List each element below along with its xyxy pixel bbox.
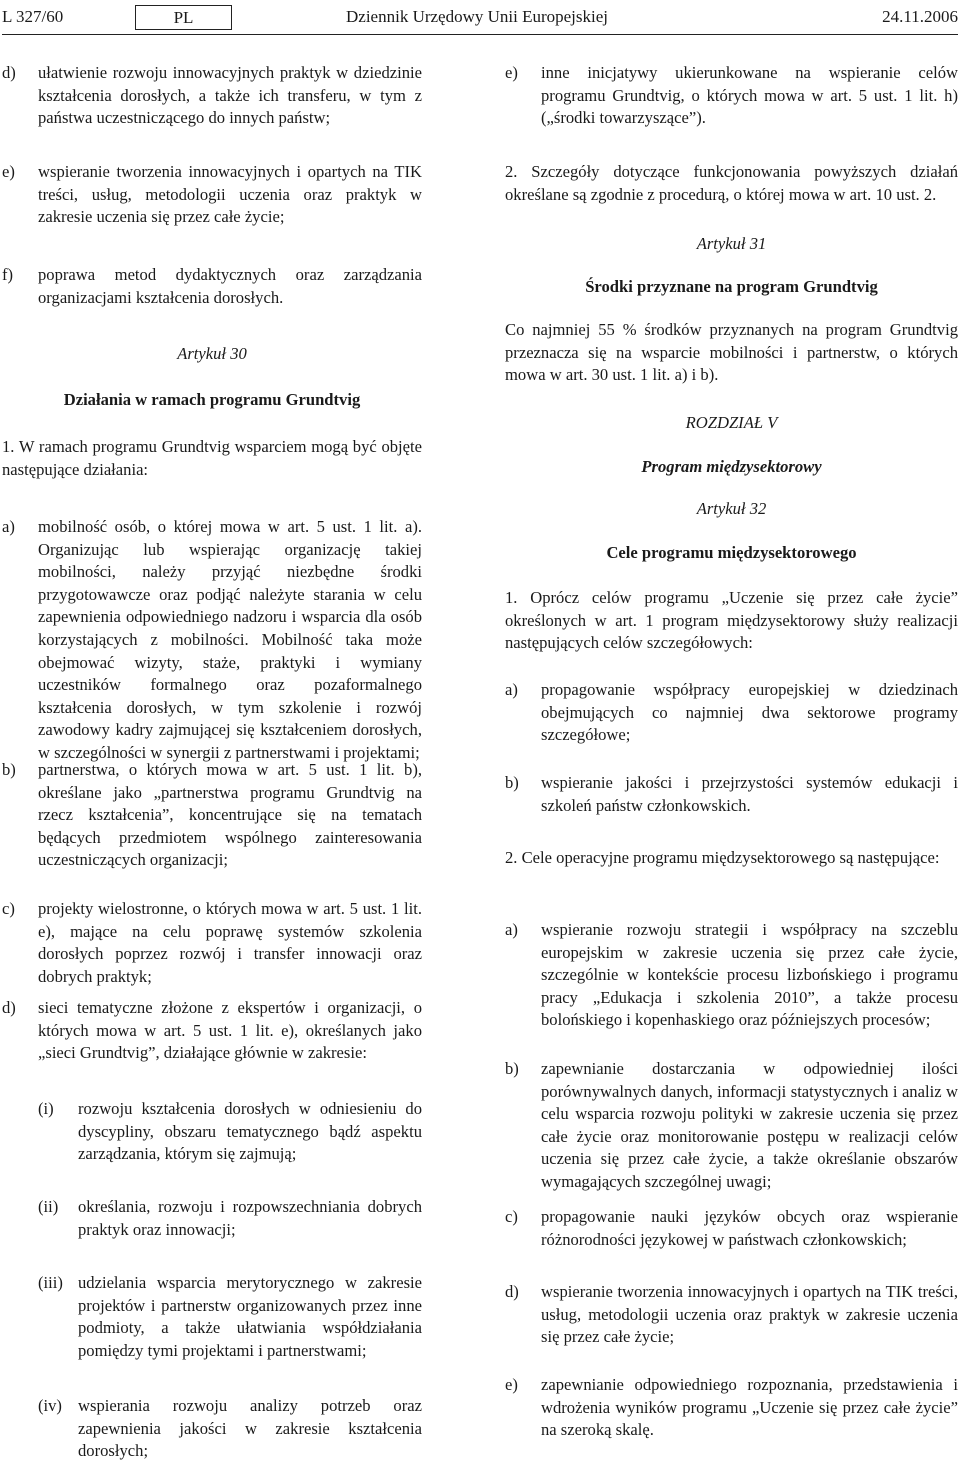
article-number: Artykuł 31: [696, 234, 767, 253]
item-label: e): [505, 1375, 518, 1394]
list-item: [2, 264, 422, 309]
sub-item-label: (iv): [38, 1396, 62, 1415]
list-item: [505, 62, 958, 130]
item-text: sieci tematyczne złożone z ekspertów i organizacji, o których mowa w art. 5 ust. 1 lit. e), określanych jako „sieci Grundtvig”, działające głównie w zakresie:: [38, 998, 422, 1063]
sub-item-text: rozwoju kształcenia dorosłych w odniesieniu do dyscypliny, obszaru tematycznego bądź aspektu zarządzania, którym się zajmują;: [78, 1099, 422, 1164]
item-label: d): [2, 998, 16, 1017]
item-text: poprawa metod dydaktycznych oraz zarządzania organizacjami kształcenia dorosłych.: [38, 265, 422, 307]
language-box: PL: [135, 5, 232, 30]
sub-item: [2, 1395, 422, 1463]
item-label: f): [2, 265, 14, 284]
paragraph: 2. Szczegóły dotyczące funkcjonowania powyższych działań określane są zgodnie z procedurą, o której mowa w art. 10 ust. 2.: [505, 162, 958, 204]
list-item: [2, 898, 422, 988]
paragraph: Co najmniej 55 % środków przyznanych na program Grundtvig przeznacza się na wsparcie mobilności i partnerstw, o których mowa w art. 30 ust. 1 lit. a) i b).: [505, 320, 958, 385]
sub-item: [2, 1272, 422, 1362]
item-text: wspieranie jakości i przejrzystości systemów edukacji i szkoleń państw członkowskich.: [541, 773, 958, 815]
list-item: [2, 759, 422, 872]
publication-date: 24.11.2006: [882, 7, 958, 26]
list-item: [2, 62, 422, 130]
sub-item-label: (i): [38, 1099, 54, 1118]
sub-item-text: wspierania rozwoju analizy potrzeb oraz zapewnienia jakości w zakresie kształcenia dorosłych;: [78, 1396, 422, 1461]
item-text: zapewnianie odpowiedniego rozpoznania, przedstawienia i wdrożenia wyników programu „Uczenie się przez całe życie” na szeroką skalę.: [541, 1375, 958, 1440]
item-label: e): [2, 162, 15, 181]
item-label: e): [505, 63, 518, 82]
item-text: mobilność osób, o której mowa w art. 5 ust. 1 lit. a). Organizując lub wspierając organizację takiej mobilności, należy przyjąć niezbędne środki przygotowawcze oraz podjąć należyte starania w celu zapewnienia odpowiedniego nadzoru i wsparcia dla osób korzystających z mobilności. Mobilność taka może obejmować wizyty, staże, praktyki i wymiany uczestników formalnego oraz pozaformalnego kształcenia dorosłych, w tym szkolenie i rozwój zawodowy kadry zajmującej się kształceniem dorosłych, w szczególności w synergii z partnerstwami i projektami;: [38, 517, 422, 762]
item-text: partnerstwa, o których mowa w art. 5 ust. 1 lit. b), określane jako „partnerstwa programu Grundtvig na rzecz kształcenia”, koncentrujące się na tematach będących przedmiotem wspólnego zainteresowania uczestniczących organizacji;: [38, 760, 422, 870]
item-text: propagowanie nauki języków obcych oraz wspieranie różnorodności językowej w państwach członkowskich;: [541, 1207, 958, 1249]
item-text: wspieranie tworzenia innowacyjnych i opartych na TIK treści, usług, metodologii uczenia oraz praktyk w zakresie uczenia się przez całe życie;: [38, 162, 422, 227]
list-item: [505, 1374, 958, 1442]
header-rule: [2, 34, 958, 35]
sub-item-label: (iii): [38, 1273, 63, 1292]
article-number: Artykuł 30: [177, 344, 247, 363]
article-number: Artykuł 32: [696, 499, 767, 518]
list-item: [505, 919, 958, 1032]
page-header: [0, 5, 960, 29]
item-label: a): [505, 920, 518, 939]
item-label: c): [505, 1207, 518, 1226]
chapter-number: ROZDZIAŁ V: [685, 413, 778, 432]
page-reference: L 327/60: [2, 7, 64, 26]
list-item: [2, 516, 422, 765]
item-text: propagowanie współpracy europejskiej w dziedzinach obejmujących co najmniej dwa sektorowe programy szczegółowe;: [541, 680, 958, 745]
paragraph: 1. W ramach programu Grundtvig wsparciem mogą być objęte następujące działania:: [2, 437, 422, 479]
item-label: d): [505, 1282, 519, 1301]
item-label: d): [2, 63, 16, 82]
item-text: ułatwienie rozwoju innowacyjnych praktyk w dziedzinie kształcenia dorosłych, a także ich transferu, w tym z państwa uczestniczącego do innych państw;: [38, 63, 422, 128]
item-label: a): [505, 680, 518, 699]
list-item: [505, 1058, 958, 1194]
article-title: Środki przyznane na program Grundtvig: [585, 277, 878, 296]
article-title: Cele programu międzysektorowego: [606, 543, 857, 562]
item-label: a): [2, 517, 15, 536]
list-item: [2, 997, 422, 1065]
sub-item: [2, 1098, 422, 1166]
item-label: b): [2, 760, 16, 779]
item-text: wspieranie tworzenia innowacyjnych i opartych na TIK treści, usług, metodologii uczenia oraz praktyk w zakresie uczenia się przez całe życie;: [541, 1282, 958, 1347]
list-item: [505, 679, 958, 747]
sub-item-text: określania, rozwoju i rozpowszechniania dobrych praktyk oraz innowacji;: [78, 1197, 422, 1239]
sub-item-label: (ii): [38, 1197, 59, 1216]
article-title: Działania w ramach programu Grundtvig: [63, 390, 361, 409]
journal-title: Dziennik Urzędowy Unii Europejskiej: [346, 7, 609, 26]
sub-item-text: udzielania wsparcia merytorycznego w zakresie projektów i partnerstw organizowanych przez inne podmioty, a także ułatwiania współdziałania pomiędzy tymi projektami i partnerstwami;: [78, 1273, 422, 1360]
paragraph: 1. Oprócz celów programu „Uczenie się przez całe życie” określonych w art. 1 program międzysektorowy służy realizacji następujących celów szczegółowych:: [505, 588, 958, 653]
item-text: zapewnianie dostarczania w odpowiedniej ilości porównywalnych danych, informacji statystycznych i analiz w celu wsparcia rozwoju polityki w zakresie uczenia się przez całe życie oraz monitorowanie postępu w realizacji celów uczenia się przez całe życie, a także określanie obszarów wymagających szczególnej uwagi;: [541, 1059, 958, 1191]
list-item: [505, 772, 958, 817]
item-text: wspieranie rozwoju strategii i współpracy na szczeblu europejskim w zakresie uczenia się przez całe życie, szczególnie w kontekście procesu lizbońskiego i programu pracy „Edukacja i szkolenia 2010”, a także procesu bolońskiego i kopenhaskiego oraz późniejszych procesów;: [541, 920, 958, 1030]
list-item: [505, 1281, 958, 1349]
chapter-title: Program międzysektorowy: [641, 457, 822, 476]
item-label: c): [2, 899, 15, 918]
item-label: b): [505, 773, 519, 792]
item-text: inne inicjatywy ukierunkowane na wspieranie celów programu Grundtvig, o których mowa w art. 5 ust. 1 lit. h) („środki towarzyszące”).: [541, 63, 958, 128]
list-item: [505, 1206, 958, 1251]
item-label: b): [505, 1059, 519, 1078]
sub-item: [2, 1196, 422, 1241]
list-item: [2, 161, 422, 229]
item-text: projekty wielostronne, o których mowa w art. 5 ust. 1 lit. e), mające na celu poprawę systemów szkolenia dorosłych poprzez rozwój i transfer innowacji oraz dobrych praktyk;: [38, 899, 422, 986]
paragraph: 2. Cele operacyjne programu międzysektorowego są następujące:: [505, 848, 940, 867]
